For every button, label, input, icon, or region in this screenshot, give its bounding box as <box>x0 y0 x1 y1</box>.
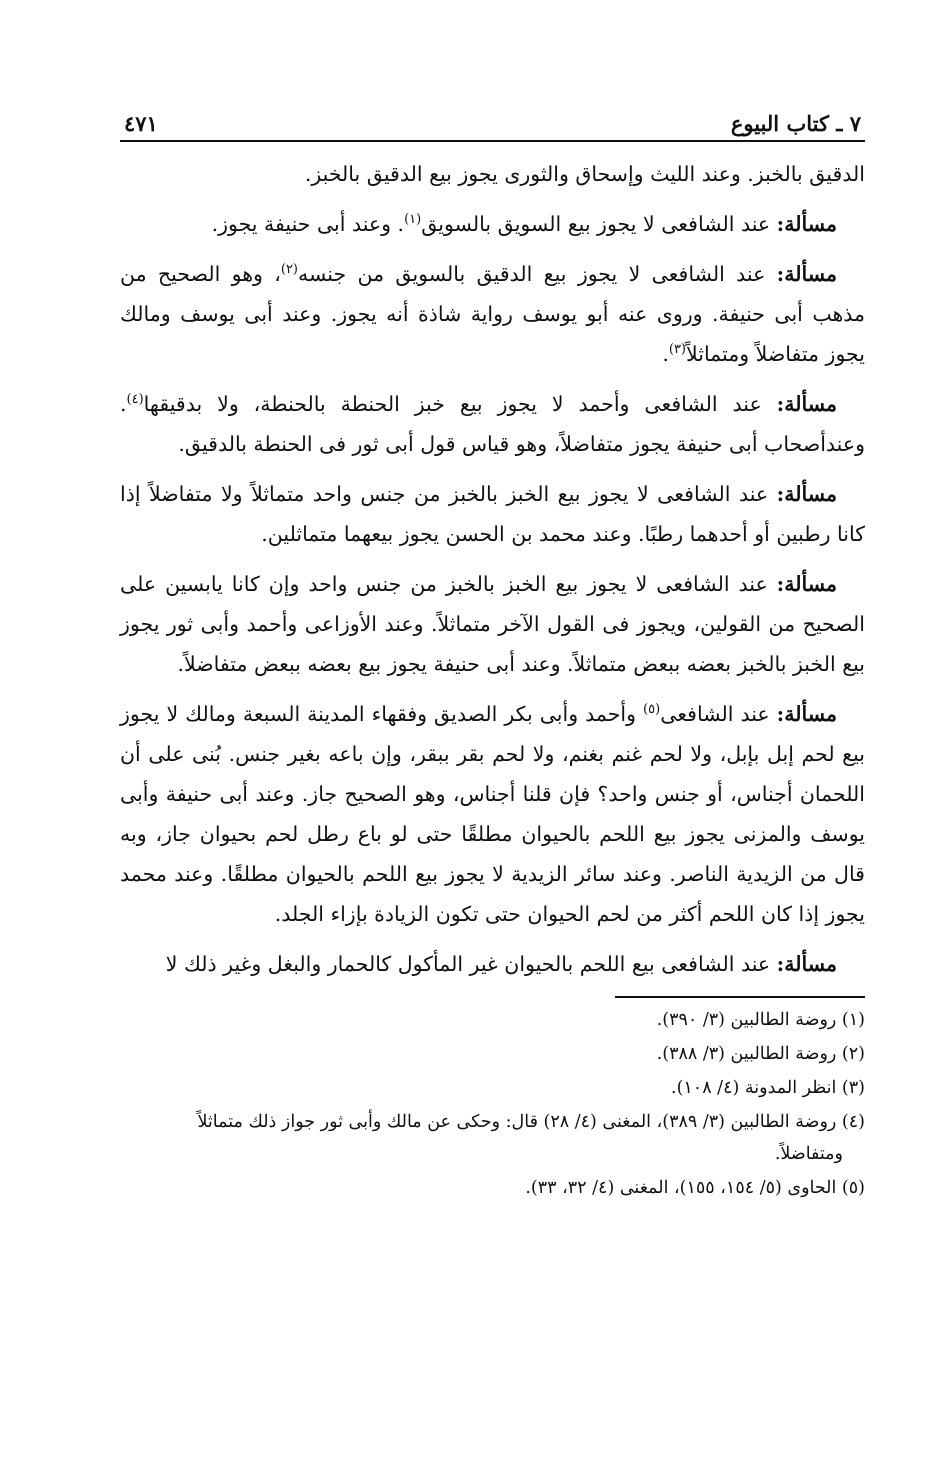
page-number: ٤٧١ <box>124 111 158 136</box>
footnote-separator <box>615 996 865 998</box>
paragraph-text: وأحمد وأبى بكر الصديق وفقهاء المدينة السبعة ومالك لا يجوز بيع لحم إبل بإبل، ولا لحم غنم بغنم، ولا لحم بقر ببقر، وإن باعه بغير جنس. بُنى على أن اللحمان أجناس، أو جنس واحد؟ فإن قلنا أجناس، وهو الصحيح جاز. وعند أبى حنيفة وأبى يوسف والمزنى يجوز بيع اللحم بالحيوان مطلقًا حتى لو باع رطل لحم بحيوان جاز، وبه قال من الزيدية الناصر. وعند سائر الزيدية لا يجوز بيع اللحم بالحيوان مطلقًا. وعند محمد يجوز إذا كان اللحم أكثر من لحم الحيوان حتى تكون الزيادة بإزاء الجلد. <box>120 702 865 926</box>
main-text <box>120 154 865 984</box>
paragraph <box>120 564 865 684</box>
footnote <box>120 1038 865 1070</box>
paragraph-text: عند الشافعى بيع اللحم بالحيوان غير المأكول كالحمار والبغل وغير ذلك لا <box>165 952 777 976</box>
chapter-title: ٧ ـ كتاب البيوع <box>730 111 861 136</box>
masala-label: مسألة: <box>776 392 837 416</box>
paragraph <box>120 204 865 244</box>
footnote-ref[interactable]: (٣) <box>668 342 686 358</box>
footnote-ref[interactable]: (٢) <box>280 262 298 278</box>
masala-label: مسألة: <box>776 952 837 976</box>
footnote-text: (٣) انظر المدونة (٤/ ١٠٨). <box>671 1078 865 1098</box>
paragraph-text: عند الشافعى وأحمد لا يجوز بيع خبز الحنطة بالحنطة، ولا بدقيقها <box>143 392 777 416</box>
footnote-text: (٢) روضة الطالبين (٣/ ٣٨٨). <box>656 1044 865 1064</box>
paragraph <box>120 384 865 464</box>
footnote-continuation: ومتفاضلاً. <box>774 1144 843 1164</box>
footnote <box>120 1072 865 1104</box>
footnote-text: (٤) روضة الطالبين (٣/ ٣٨٩)، المغنى (٤/ ٢٨) قال: وحكى عن مالك وأبى ثور جواز ذلك متماثلاً <box>197 1112 865 1132</box>
paragraph <box>120 254 865 374</box>
footnote-text: (١) روضة الطالبين (٣/ ٣٩٠). <box>656 1010 865 1030</box>
paragraph-text: عند الشافعى لا يجوز بيع الدقيق بالسويق من جنسه <box>298 262 777 286</box>
paragraph-text: عند الشافعى لا يجوز بيع الخبز بالخبز من جنس واحد متماثلاً ولا متفاضلاً إذا كانا رطبين أو أحدهما رطبًا. وعند محمد بن الحسن يجوز بيعهما متماثلين. <box>120 482 865 546</box>
footnote-ref[interactable]: (٤) <box>126 392 144 408</box>
masala-label: مسألة: <box>776 482 837 506</box>
running-header <box>120 96 865 142</box>
paragraph-text: . وعندأصحاب أبى حنيفة يجوز متفاضلاً، وهو قياس قول أبى ثور فى الحنطة بالدقيق. <box>120 392 865 456</box>
paragraph <box>120 474 865 554</box>
paragraph-text: عند الشافعى لا يجوز بيع السويق بالسويق <box>421 212 777 236</box>
paragraph <box>120 154 865 194</box>
footnote-text: (٥) الحاوى (٥/ ١٥٤، ١٥٥)، المغنى (٤/ ٣٢، ٣٣). <box>525 1178 865 1198</box>
footnote <box>120 1172 865 1204</box>
book-page <box>120 96 865 1206</box>
footnote-ref[interactable]: (١) <box>404 212 422 228</box>
paragraph-text: الدقيق بالخبز. وعند الليث وإسحاق والثورى يجوز بيع الدقيق بالخبز. <box>304 162 865 186</box>
paragraph-text: ، وهو الصحيح من مذهب أبى حنيفة. وروى عنه أبو يوسف رواية شاذة أنه يجوز. وعند أبى يوسف ومالك يجوز متفاضلاً ومتماثلاً <box>120 262 865 366</box>
paragraph <box>120 694 865 934</box>
masala-label: مسألة: <box>776 572 837 596</box>
masala-label: مسألة: <box>776 212 837 236</box>
footnote-ref[interactable]: (٥) <box>643 702 661 718</box>
paragraph-text: . وعند أبى حنيفة يجوز. <box>211 212 405 236</box>
paragraph-text: . <box>662 342 669 366</box>
paragraph <box>120 944 865 984</box>
footnotes <box>120 1004 865 1204</box>
masala-label: مسألة: <box>776 702 837 726</box>
footnote <box>120 1004 865 1036</box>
masala-label: مسألة: <box>776 262 837 286</box>
paragraph-text: عند الشافعى لا يجوز بيع الخبز بالخبز من جنس واحد وإن كانا يابسين على الصحيح من القولين، ويجوز فى القول الآخر متماثلاً. وعند الأوزاعى وأحمد وأبى ثور يجوز بيع الخبز بالخبز بعضه ببعض متماثلاً. وعند أبى حنيفة يجوز بيع بعضه ببعض متفاضلاً. <box>120 572 865 676</box>
paragraph-text: عند الشافعى <box>660 702 777 726</box>
footnote <box>120 1106 865 1170</box>
